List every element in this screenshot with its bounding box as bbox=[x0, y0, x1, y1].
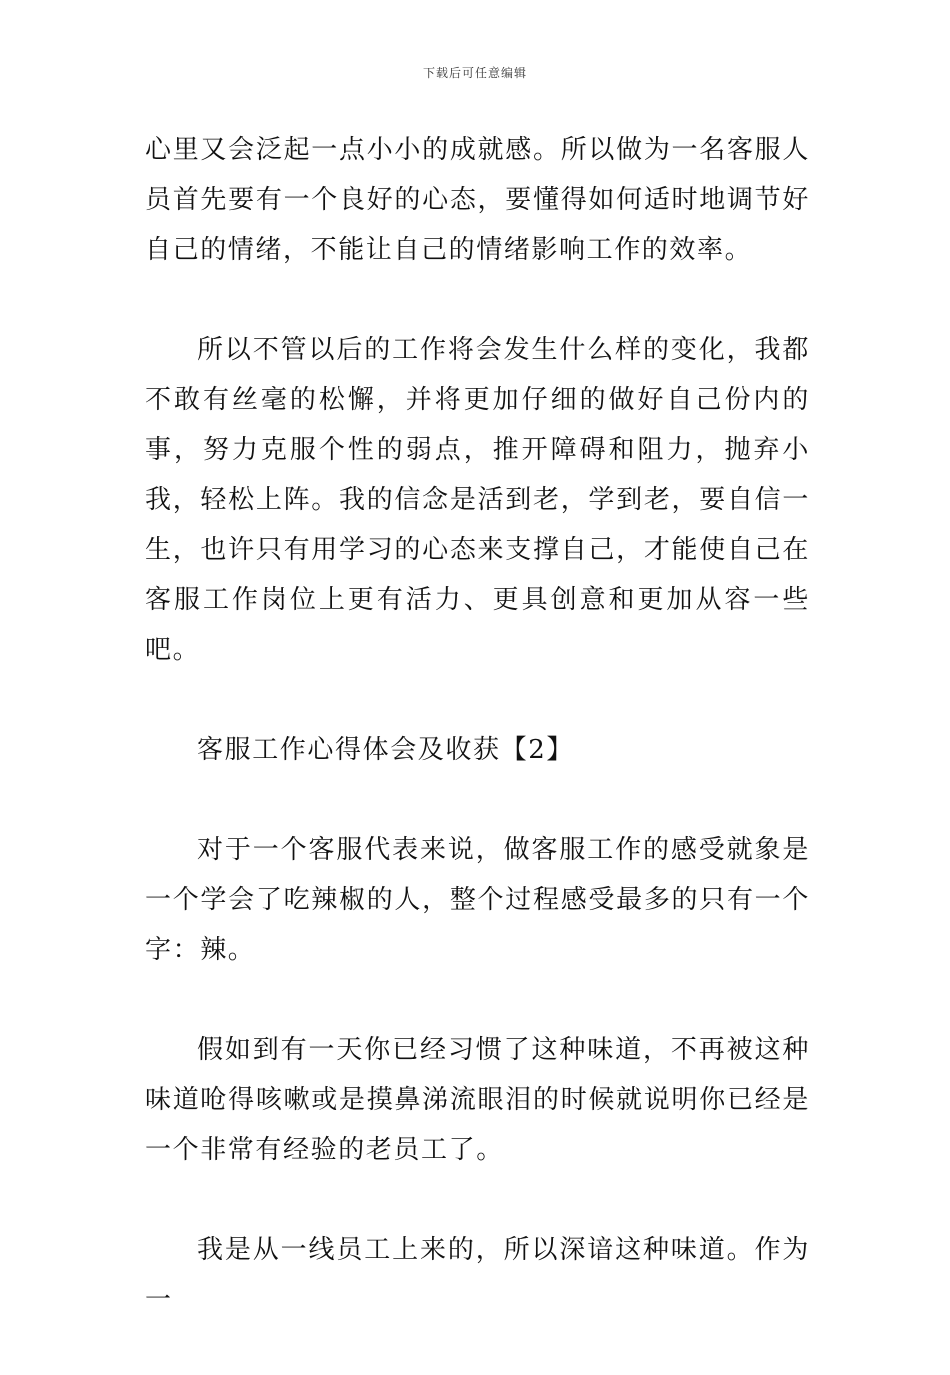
section-heading: 客服工作心得体会及收获【2】 bbox=[197, 735, 574, 765]
paragraph: 我是从一线员工上来的，所以深谙这种味道。作为一 bbox=[145, 1235, 810, 1315]
paragraph: 所以不管以后的工作将会发生什么样的变化，我都不敢有丝毫的松懈，并将更加仔细的做好自己份内的事，努力克服个性的弱点，推开障碍和阻力，抛弃小我，轻松上阵。我的信念是活到老，学到老，要自信一生，也许只有用学习的心态来支撑自己，才能使自己在客服工作岗位上更有活力、更具创意和更加从容一些吧。 bbox=[145, 335, 810, 665]
document-body bbox=[145, 125, 810, 1375]
paragraph: 假如到有一天你已经习惯了这种味道，不再被这种味道呛得咳嗽或是摸鼻涕流眼泪的时候就说明你已经是一个非常有经验的老员工了。 bbox=[145, 1035, 810, 1165]
paragraph-continuation: 心里又会泛起一点小小的成就感。所以做为一名客服人员首先要有一个良好的心态，要懂得如何适时地调节好自己的情绪，不能让自己的情绪影响工作的效率。 bbox=[145, 135, 810, 265]
paragraph: 对于一个客服代表来说，做客服工作的感受就象是一个学会了吃辣椒的人，整个过程感受最多的只有一个字：辣。 bbox=[145, 835, 810, 965]
header-note: 下载后可任意编辑 bbox=[422, 66, 527, 80]
